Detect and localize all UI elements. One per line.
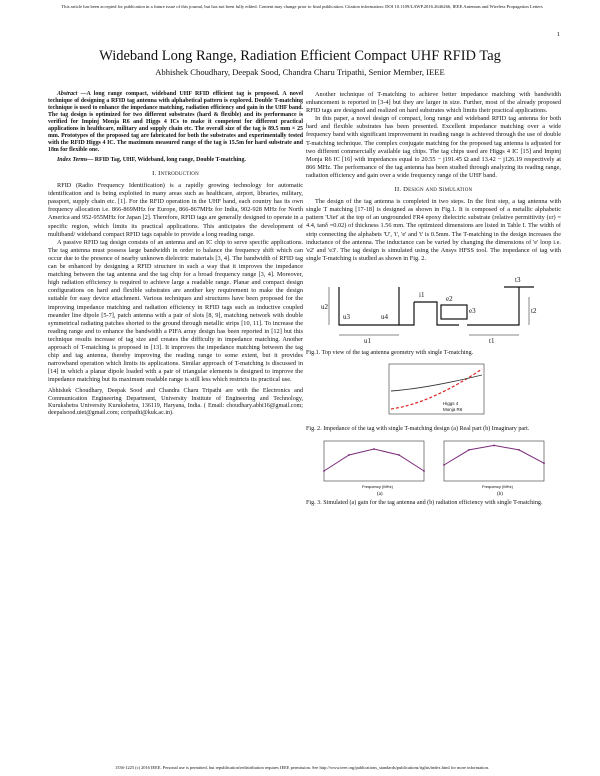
- intro-paragraph-1: RFID (Radio Frequency Identification) is a rapidly growing technology for automatic identification and is being exploited in many areas such as healthcare, airport, libraries, military, passport, supply chain etc. [1]. For the RFID operation in the UHF band, each country has its own frequency allocation i.e. 866-869MHz for Europe, 866-867MHz for India, 902-928 MHz for North America and 952-955MHz for Japan [2]. Therefore, RFID tags are generally designed to operate in a specific region, which limits its practical applications. This anticipates the development of multiband/ wideband compact RFID tags capable to provide a long reading range.: [48, 182, 303, 238]
- data-point: [423, 470, 425, 472]
- data-point: [373, 448, 375, 450]
- letter-t-trace: [467, 287, 519, 325]
- fig1-label-i1: i1: [418, 290, 424, 299]
- fig1-label-e2: e2: [445, 294, 453, 303]
- fig1-label-e3: e3: [468, 306, 476, 315]
- fig1-caption: Fig.1. Top view of the tag antenna geometry with single T-matching.: [306, 349, 474, 356]
- design-heading: II. Design and Simulation: [394, 186, 473, 194]
- paper-title: Wideband Long Range, Radiation Efficient Compact UHF RFID Tag: [99, 48, 501, 64]
- connector-trace: [399, 302, 414, 325]
- fig3-gain-efficiency-plots: [314, 437, 554, 497]
- fig1-tag-geometry: [319, 267, 549, 347]
- abstract-text: —A long range compact, wideband UHF RFID efficient tag is proposed. A novel technique of designing a RFID tag antenna with alphabetical pattern is explored. Double T-matching technique is used to enhance the impedance matching, radiation efficiency and gain in the UHF band. The tag design is optimized for two different substrates (hard & flexible) and its performance is verified for Impinj Monja R6 and Higgs 4 ICs to make it competent for different practical applications in healthcare, military and supply chain etc. The overall size of the tag is 89.5 mm × 25 mm. Prototypes of the proposed tag are fabricated for both the substrates and experimentally tested with the RFID Higgs 4 IC. The maximum measured range of the tag is 15.5m for hard substrate and 18m for flexible one.: [48, 91, 303, 153]
- index-terms-label: Index Terms: [57, 157, 88, 163]
- plot-frame: [444, 441, 544, 481]
- fig1-label-u2: u2: [320, 302, 328, 311]
- data-point: [468, 449, 470, 451]
- fig2-caption: Fig. 2. Impedance of the tag with single T-matching design (a) Real part (b) Imaginary part.: [306, 426, 530, 433]
- fig1-label-t2: t2: [530, 306, 536, 315]
- design-paragraph: The design of the tag antenna is completed in two steps. In the first step, a tag antenna with single T matching [17-18] is designed as shown in Fig.1. It is composed of a metallic alphabetic pattern 'Uiet' at the top of an ungrounded FR4 epoxy dielectric substrate (relative permittivity (εr) = 4.4, tanδ =0.02) of thickness 1.56 mm. The optimized dimensions are listed in Table I. The width of strip connecting the alphabets 'U', 'i', 'e' and 't' is 0.5mm. The T-matching in the design increases the inductance of the antenna. The inductance can be varied by changing the dimensions of 'e' loop i.e. 'e2' and 'e3'. The tag design is simulated using the Ansys HFSS tool. The impedance of tag with single T-matching is studied as shown in Fig. 2.: [306, 198, 561, 262]
- series-line: [324, 449, 424, 471]
- data-point: [398, 454, 400, 456]
- author-affiliation: Abhishek Choudhary, Deepak Sood and Chandra Charu Tripathi are with the Electronics and Communication Engineering Department, University Institute of Engineering and Technology, Kurukshetra University Kurukshetra, 136119, Haryana, India. ( Email: choudhary.abhi16@gmail.com; deepalsood.uiet@gmail.com; ccripathi@kuk.ac.in).: [48, 388, 303, 417]
- left-column: [48, 91, 303, 417]
- index-terms-text: — RFID Tag, UHF, Wideband, long range, Double T-matching.: [87, 157, 246, 163]
- fig2-impedance-plot: [379, 361, 489, 423]
- intro-paragraph-2: A passive RFID tag design consists of an antenna and an IC chip to serve specific applications. The tag antenna must possess large bandwidth in order to balance the frequency shift which can occur due to the presence of nearby unknown dielectric materials [3, 4]. The bandwidth of RFID tag can be enhanced by designing a RFID structure in such a way that it improves the impedance matching between the tag antenna and the tag chip for a broad frequency range [3, 4]. Moreover, high radiation efficiency is required to achieve large a readable range. Planar and compact design configurations on hard and flexible substrates are another key requirement to make the design suitable for easy device attachment. Various techniques and structures have been proposed for the improving impedance matching and radiation efficiency in RFID tags such as inductive coupled meander line dipole [5-7], patch antenna with a pair of slots [8, 9], matching network with double symmetrical radiating patches shorted to the ground through metallic strips [10, 11]. To increase the reading range and to enhance the bandwidth a PIFA array design has been reported in [12] but this technique results increase of tag size and creates the difficulty in impedance matching. Another approach of T-matching is proposed in [13]. It improves the impedance matching between the tag chip and tag antenna, thereby improving the reading range to some extent, but it provides narrowband operation which limits its applications. Similar approach of T-matching is discussed in [14] in which a planar dipole loaded with a pair of triangular elements is designed to improve the impedance matching but its maximum readable range is still less which restricts its practical use.: [48, 238, 303, 384]
- fig3b-efficiency-plot: [443, 441, 545, 481]
- abstract: [48, 91, 303, 154]
- paper-authors: Abhishek Choudhary, Deepak Sood, Chandra Charu Tripathi, Senior Member, IEEE: [155, 67, 445, 77]
- fig2-legend-monja: Monja R6: [442, 407, 462, 413]
- fig2-curve-real: [391, 369, 482, 409]
- fig2-legend-higgs4: Higgs 4: [442, 401, 458, 407]
- series-line: [444, 446, 544, 466]
- fig1-label-t1: t1: [488, 336, 494, 345]
- page-number: 1: [556, 31, 560, 38]
- right-column: [306, 91, 561, 507]
- data-point: [493, 445, 495, 447]
- fig2-curve-imag: [391, 375, 482, 391]
- index-terms: [48, 157, 303, 164]
- data-point: [443, 464, 445, 466]
- data-point: [543, 463, 545, 465]
- fig3b-xlabel: Frequency (MHz): [481, 484, 513, 490]
- fig1-label-u4: u4: [380, 312, 388, 321]
- fig1-label-t3: t3: [514, 275, 520, 284]
- fig3a-gain-plot: [323, 441, 425, 481]
- intro-paragraph-4: In this paper, a novel design of compact, long range and wideband RFID tag antenna for both hard and flexible substrates has been presented. Excellent impedance matching over a wide frequency band with significant improvement in reading range is achieved through the use of double T-matching technique. The complex conjugate matching for the proposed tag antenna is adjusted for two different commercially available tag chips. The tag chips used are Higgs 4 IC [15] and Impinj Monja R6 IC [16] with impedances equal to 20.55 − j191.45 Ω and 13.42 − j126.19 respectively at 866 MHz. The performance of the tag antenna has been studied through analyzing its reading range, radiation efficiency and gain over a wide frequency range of the UHF band.: [306, 115, 561, 179]
- fig1-label-u1: u1: [363, 336, 371, 345]
- abstract-label: Abstract: [57, 91, 78, 97]
- fig3a-label: (a): [376, 492, 383, 498]
- fig3a-xlabel: Frequency (MHz): [361, 484, 393, 490]
- letter-e-loop: [441, 305, 467, 319]
- fig3-caption: Fig. 3. Simulated (a) gain for the tag antenna and (b) radiation efficiency with single T-matching.: [306, 500, 543, 507]
- fig1-label-u3: u3: [342, 312, 350, 321]
- data-point: [348, 454, 350, 456]
- copyright-footer: 1536-1225 (c) 2016 IEEE. Personal use is permitted, but republication/redistribution requires IEEE permission. See http://www.ieee.org/publications_standards/publications/rights/index.html for more information.: [115, 765, 489, 770]
- data-point: [518, 449, 520, 451]
- fig3b-label: (b): [496, 492, 503, 498]
- data-point: [323, 470, 325, 472]
- intro-heading: I. Introduction: [152, 170, 199, 177]
- intro-paragraph-3: Another technique of T-matching to achieve better impedance matching with bandwidth enhancement is reported in [3-4] but they are larger in size. Further, most of the already proposed RFID tags are designed and realized on hard substrates which limits their practical applications.: [306, 91, 561, 115]
- journal-header: This article has been accepted for publication in a future issue of this journal, but has not been fully edited. Content may change prior to final publication. Citation information: DOI 10.1109/LAWP.2016.2646266, IEEE Antennas and Wireless Propagation Letters: [61, 4, 543, 9]
